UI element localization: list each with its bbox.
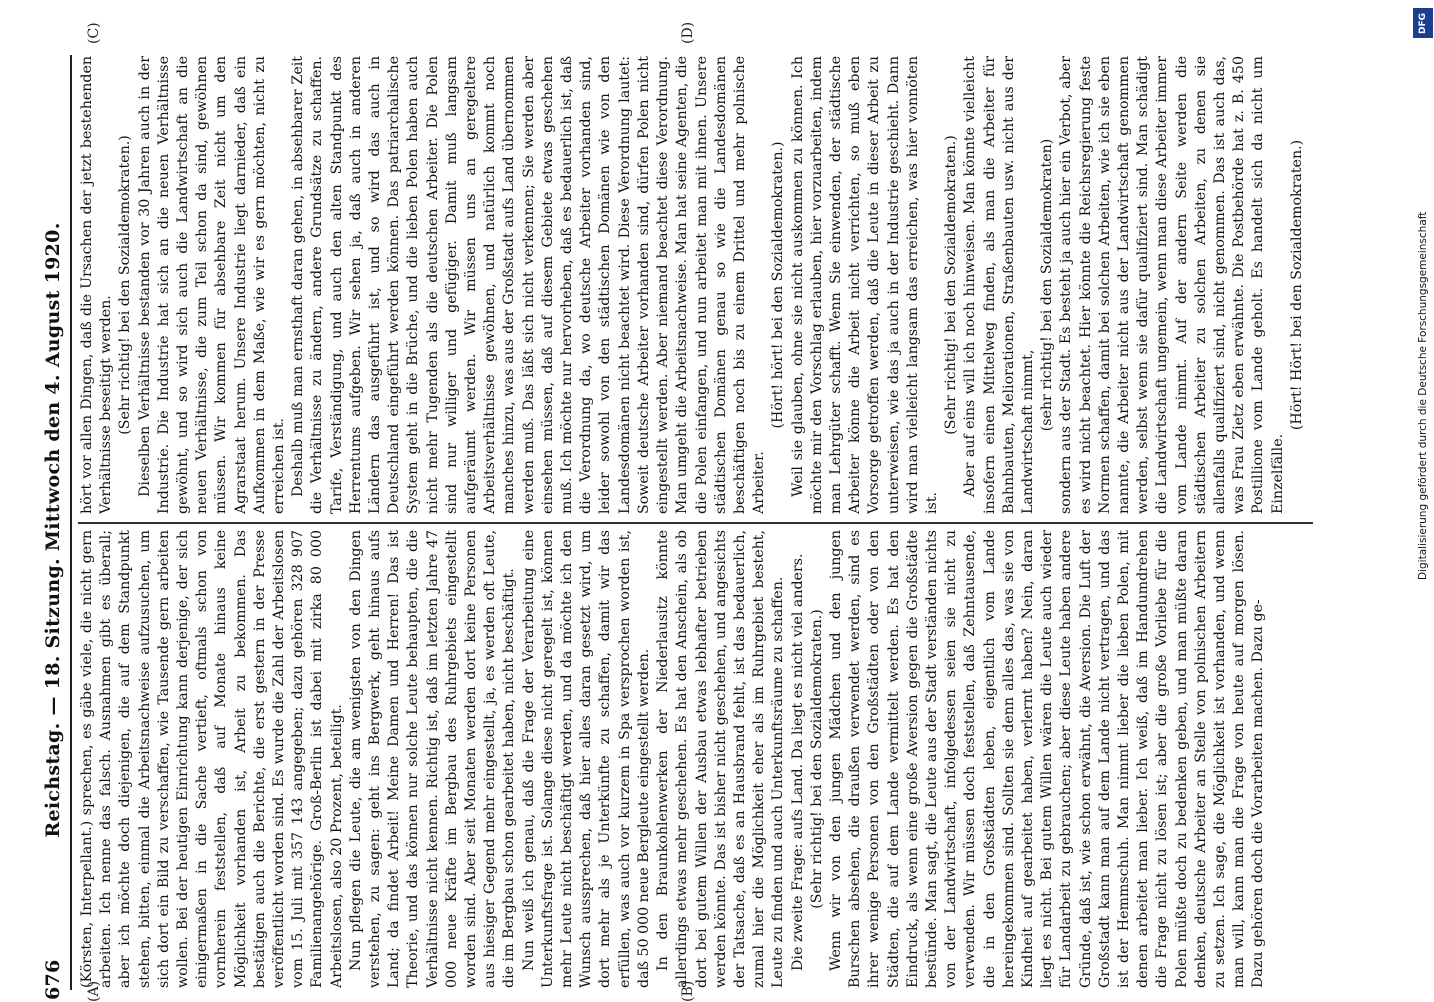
paragraph: Wenn wir von den jungen Mädchen und den jungen Burschen absehen, die draußen verwendet werden, sind es ihrer wenige Personen von den Großstädten oder von den Städten, die auf dem Lande vermittelt werden. Es hat den Eindruck, als wenn eine große Aversion gegen die Großstädte bestünde. Man sagt, die Leute aus der Stadt verständen nichts von der Landwirtschaft, infolgedessen seien sie nicht zu verwenden. Wir müssen doch feststellen, daß Zehntausende, die in den Großstädten leben, eigentlich vom Lande hereingekommen sind. Sollten sie denn alles das, was sie von Kindheit auf gearbeitet haben, verlernt haben? Nein, daran liegt es nicht. Bei gutem Willen wären die Leute auch wieder für Landarbeit zu gebrauchen; aber diese Leute haben andere Gründe, daß ist, wie schon erwähnt, die Aversion. Die Luft der Großstadt kann man auf dem Lande nicht vertragen, und das ist der Hemmschuh. Man nimmt lieber die lieben Polen, mit denen arbeitet man lieber. Ich weiß, daß im Handumdrehen die Frage nicht zu lösen ist; aber die große Vorliebe für die Polen müßte doch zu bedenken geben, und man müßte daran denken, deutsche Arbeiter an Stelle von polnischen Arbeitern zu setzen. Ich sage, die Möglichkeit ist vorhanden, und wenn man will, kann man die Frage von heute auf morgen lösen. Dazu gehören doch die Vorarbeiten machen. Dazu ge- [827,530,1267,988]
page-header [42,60,68,1000]
paragraph: hört vor allen Dingen, daß die Ursachen der jetzt bestehenden Verhältnisse beseitigt werden. [79,56,115,514]
paragraph: Nun weiß ich genau, daß die Frage der Verarbeitung eine Unterkunftsfrage ist. Solange diese nicht geregelt ist, können mehr Leute nicht beschäftigt werden, und da möchte ich den Wunsch aussprechen, daß hier alles daran gesetzt wird, um dort mehr als je Unterkünfte zu schaffen, damit wir das erfüllen, was auch vor kurzem in Spa versprochen worden ist, daß 50 000 neue Bergleute eingestellt werden. [520,530,652,988]
paragraph: Deshalb muß man ernsthaft daran gehen, in absehbarer Zeit die Verhältnisse zu ändern, andere Grundsätze zu schaffen. Tarife, Verständigung, und auch den alten Standpunkt des Herrentums aufgeben. Wir sehen ja, daß auch in anderen Ländern das ausgeführt ist, und so wird das auch in Deutschland eingeführt werden können. Das patriarchalische System geht in die Brüche, und die lieben Polen haben auch nicht mehr Tugenden als die deutschen Arbeiter. Die Polen sind nur williger und gefügiger. Damit muß langsam aufgeräumt werden. Wir müssen uns an geregeltere Arbeitsverhältnisse gewöhnen, und natürlich kommt noch manches hinzu, was aus der Großstadt aufs Land übernommen werden muß. Das läßt sich nicht verkennen; Sie werden aber einsehen müssen, daß auf diesem Gebiete etwas geschehen muß. Ich möchte nur hervorheben, daß es bedauerlich ist, daß die Verordnung da, wo deutsche Arbeiter vorhanden sind, leider sowohl von den städtischen Domänen wie von den Landesdomänen nicht beachtet wird. Diese Verordnung lautet: Soweit deutsche Arbeiter vorhanden sind, dürfen Polen nicht eingestellt werden. Aber niemand beachtet diese Verordnung. Man umgeht die Arbeitsnachweise. Man hat seine Agenten, die die Polen einfangen, und nun arbeitet man mit ihnen. Unsere städtischen Domänen genau so wie die Landesdomänen beschäftigen noch bis zu einem Drittel und mehr polnische Arbeiter. [290,56,768,514]
interjection: (Sehr richtig! bei den Sozialdemokraten.) [943,135,960,435]
paragraph: Nun pflegen die Leute, die am wenigsten von den Dingen verstehen, zu sagen: geht ins Bergwerk, geht hinaus aufs Land; da findet Arbeit! Meine Damen und Herren! Das ist Theorie, und das können nur solche Leute behaupten, die die Verhältnisse nicht kennen. Richtig ist, daß im letzten Jahre 47 000 neue Kräfte im Bergbau des Ruhrgebiets eingestellt worden sind. Aber seit Monaten werden dort keine Personen aus hiesiger Gegend mehr eingestellt, ja, es werden oft Leute, die im Bergbau schon gearbeitet haben, nicht beschäftigt. [347,530,518,988]
page-number: 676 [42,959,64,1000]
margin-mark-b: (B) [680,980,696,1002]
left-column [78,530,1313,988]
interjection: (Sehr richtig! bei den Sozialdemokraten.) [117,135,134,435]
margin-mark-a: (A) [86,980,102,1002]
paragraph: Die zweite Frage: aufs Land. Da liegt es nicht viel anders. [789,553,806,971]
interjection: (Hört! Hört! bei den Sozialdemokraten.) [1288,139,1305,431]
paragraph: (Körsten, Interpellant.) sprechen, es gäbe viele, die nicht gern arbeiten. Ich nenne das falsch. Ausnahmen gibt es überall; aber ich möchte doch diejenigen, die auf dem Standpunkt stehen, bitten, einmal die Arbeitsnachweise aufzusuchen, um sich dort ein Bild zu verschaffen, wie Tausende gern arbeiten wollen. Bei der heutigen Einrichtung kann derjenige, der sich einigermaßen in die Sache vertieft, oftmals schon von vornherein feststellen, daß auf Monate hinaus keine Möglichkeit vorhanden ist, Arbeit zu bekommen. Das bestätigen auch die Berichte, die erst gestern in der Presse veröffentlicht worden sind. Es wurde die Zahl der Arbeitslosen vom 15. Juli mit 357 143 angegeben; dazu gehören 328 907 Familienangehörige. Groß-Berlin ist dabei mit zirka 80 000 Arbeitslosen, also 20 Prozent, beteiligt. [79,530,345,988]
paragraph: In den Braunkohlenwerken der Niederlausitz könnte allerdings etwas mehr geschehen. Es hat den Anschein, als ob dort bei gutem Willen der Ausbau etwas lebhafter betrieben werden könnte. Das ist bisher nicht geschehen, und angesichts der Tatsache, daß es an Hausbrand fehlt, ist das bedauerlich, zumal hier die Möglichkeit eher als im Ruhrgebiet besteht, Leute zu finden und auch Unterkunftsräume zu schaffen. [655,530,787,988]
margin-mark-c: (C) [86,22,102,44]
digitization-strip [1412,0,1434,1000]
paragraph: sondern aus der Stadt. Es besteht ja auch hier ein Verbot, aber es wird nicht beachtet. Hier könnte die Reichsregierung feste Normen schaffen, damit bei solchen Arbeiten, wie ich sie eben nannte, die Arbeiter nicht aus der Landwirtschaft genommen werden, selbst wenn sie dafür qualifiziert sind. Man schädigt die Landwirtschaft ungemein, wenn man diese Arbeiter immer vom Lande nimmt. Auf der andern Seite werden die städtischen Arbeiter zu solchen Arbeiten, zu denen sie allenfalls qualifiziert sind, nicht genommen. Das ist auch das, was Frau Zietz eben erwähnte. Die Postbehörde hat z. B. 450 Postillione vom Lande geholt. Es handelt sich da nicht um Einzelfälle. [1058,56,1286,514]
running-title: Reichstag. — 18. Sitzung. Mittwoch den 4. August 1920. [42,222,64,838]
column-divider [78,522,1313,524]
paragraph: Aber auf eins will ich noch hinweisen. Man könnte vielleicht insofern einen Mittelweg finden, als man die Arbeiter für Bahnbauten, Meliorationen, Straßenbauten usw. nicht aus der Landwirtschaft nimmt, [962,56,1036,514]
margin-mark-d: (D) [680,21,696,44]
dfg-logo: DFG [1413,8,1433,38]
right-column [78,56,1313,514]
paragraph: Weil sie glauben, ohne sie nicht auskommen zu können. Ich möchte mir den Vorschlag erlauben, hier vorzuarbeiten, indem man Lehrgüter schafft. Wenn Sie einwenden, der städtische Arbeiter könne die Arbeit nicht verrichten, so muß eben Vorsorge getroffen werden, daß die Leute in dieser Arbeit zu unterweisen, wie das ja auch in der Industrie geschieht. Dann wird man vielleicht langsam das erreichen, was hier vonnöten ist. [789,56,940,514]
interjection: (sehr richtig! bei den Sozialdemokraten) [1039,138,1056,432]
digitization-note: Digitalisierung gefördert durch die Deutsche Forschungsgemeinschaft [1417,211,1429,580]
interjection: (Hört! hört! bei den Sozialdemokraten.) [770,141,787,429]
interjection: (Sehr richtig! bei den Sozialdemokraten.) [808,609,825,909]
header-rule [70,55,72,990]
paragraph: Dieselben Verhältnisse bestanden vor 30 Jahren auch in der Industrie. Die Industrie hat sich an die neuen Verhältnisse gewöhnt, und so wird sich auch die Landwirtschaft an die neuen Verhältnisse, die zum Teil schon da sind, gewöhnen müssen. Wir kommen für absehbare Zeit nicht um den Agrarstaat herum. Unsere Industrie liegt darnieder, daß ein Aufkommen in dem Maße, wie wir es gern möchten, nicht zu erreichen ist. [136,56,288,514]
